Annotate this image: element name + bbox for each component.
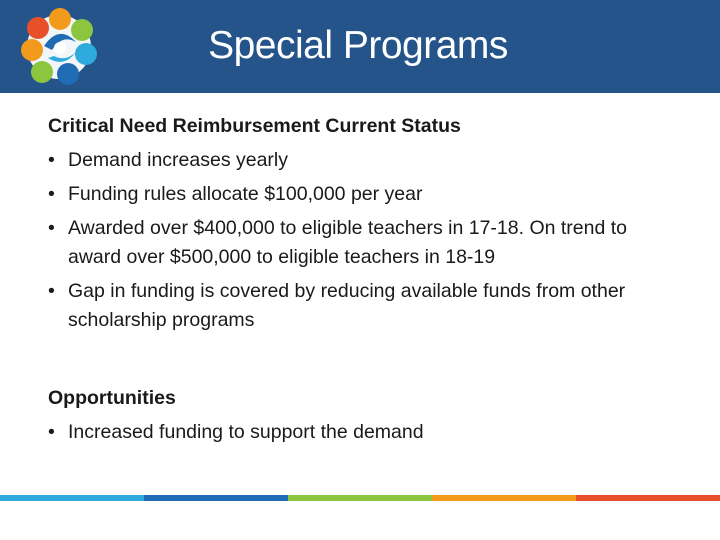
bullet-icon: • xyxy=(48,149,55,171)
footer-bar-segment xyxy=(0,495,144,501)
title-banner xyxy=(0,0,720,93)
bullet-icon: • xyxy=(48,421,55,443)
bullet-icon: • xyxy=(48,183,55,205)
slide-body xyxy=(48,112,688,452)
list-item: • Gap in funding is covered by reducing available funds from other scholarship programs xyxy=(48,277,668,335)
footer-bar-segment xyxy=(288,495,432,501)
page-title: Special Programs xyxy=(208,24,508,67)
current-status-list xyxy=(48,146,688,335)
bullet-icon: • xyxy=(48,280,55,302)
opportunities-list xyxy=(48,418,688,447)
list-item: • Funding rules allocate $100,000 per year xyxy=(48,180,688,209)
footer-bar-segment xyxy=(144,495,288,501)
footer-bar-segment xyxy=(576,495,720,501)
footer-color-bar xyxy=(0,495,720,501)
list-item: • Increased funding to support the demand xyxy=(48,418,688,447)
section-heading-opportunities: Opportunities xyxy=(48,387,176,409)
bullet-icon: • xyxy=(48,217,55,239)
list-item: • Demand increases yearly xyxy=(48,146,688,175)
section-heading-current-status: Critical Need Reimbursement Current Status xyxy=(48,115,461,137)
footer-bar-segment xyxy=(432,495,576,501)
list-item: • Awarded over $400,000 to eligible teachers in 17-18. On trend to award over $500,000 to eligible teachers in 18-19 xyxy=(48,214,668,272)
